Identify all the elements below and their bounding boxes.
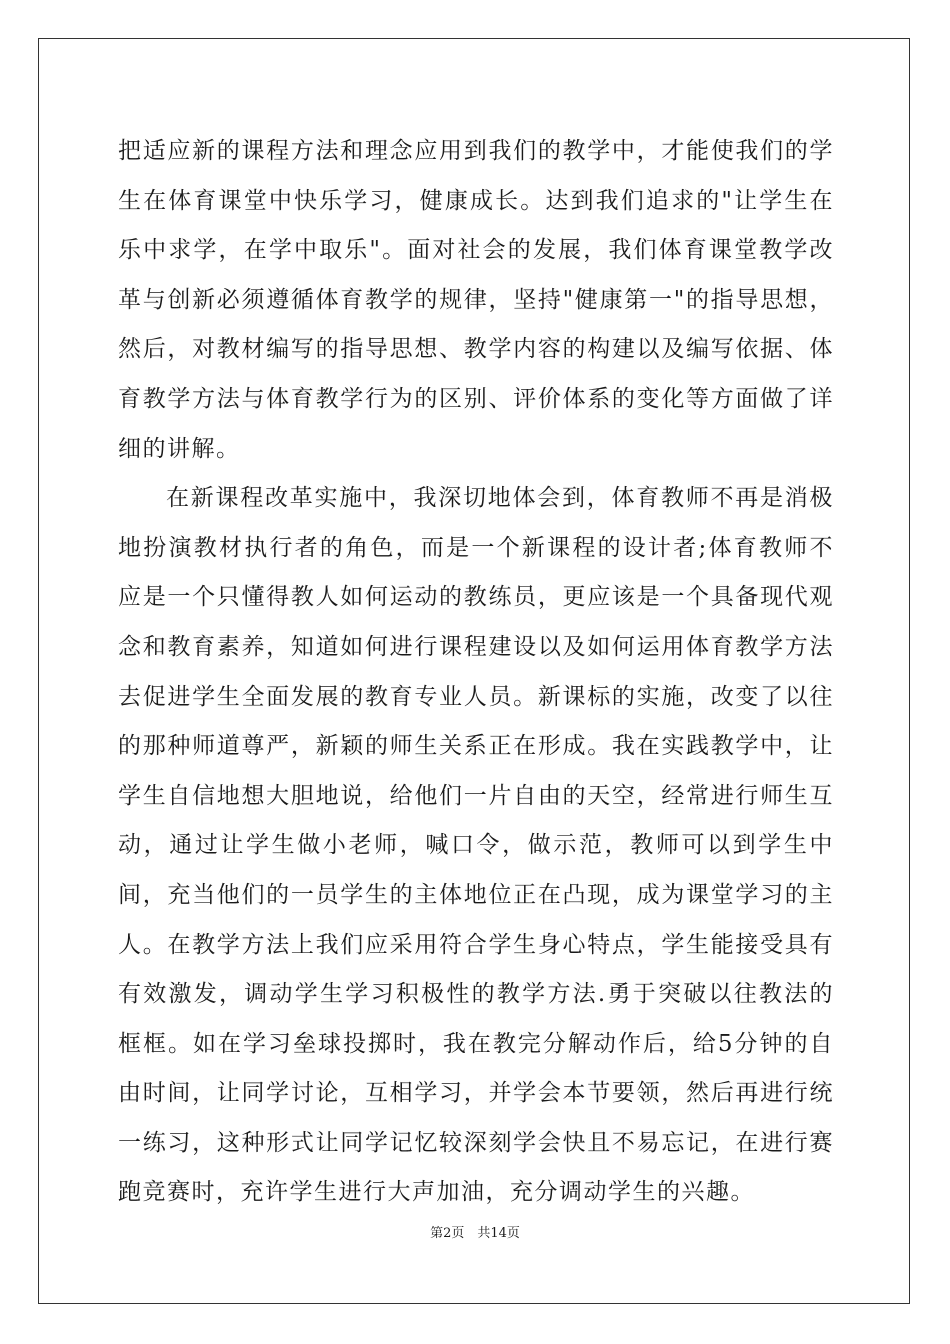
paragraph-2: 在新课程改革实施中，我深切地体会到，体育教师不再是消极地扮演教材执行者的角色，而是一个新课程的设计者;体育教师不应是一个只懂得教人如何运动的教练员，更应该是一个具备现代观念和教育素养，知道如何进行课程建设以及如何运用体育教学方法去促进学生全面发展的教育专业人员。新课标的实施，改变了以往的那种师道尊严，新颖的师生关系正在形成。我在实践教学中，让学生自信地想大胆地说，给他们一片自由的天空，经常进行师生互动，通过让学生做小老师，喊口令，做示范，教师可以到学生中间，充当他们的一员学生的主体地位正在凸现，成为课堂学习的主人。在教学方法上我们应采用符合学生身心特点，学生能接受具有有效激发，调动学生学习积极性的教学方法.勇于突破以往教法的框框。如在学习垒球投掷时，我在教完分解动作后，给5分钟的自由时间，让同学讨论，互相学习，并学会本节要领，然后再进行统一练习，这种形式让同学记忆较深刻学会快且不易忘记，在进行赛跑竞赛时，充许学生进行大声加油，充分调动学生的兴趣。 [118, 485, 834, 1206]
page-number-footer: 第2页 共14页 [430, 1226, 520, 1241]
document-body [118, 127, 834, 1218]
paragraph-1: 把适应新的课程方法和理念应用到我们的教学中，才能使我们的学生在体育课堂中快乐学习，健康成长。达到我们追求的"让学生在乐中求学，在学中取乐"。面对社会的发展，我们体育课堂教学改革与创新必须遵循体育教学的规律，坚持"健康第一"的指导思想，然后，对教材编写的指导思想、教学内容的构建以及编写依据、体育教学方法与体育教学行为的区别、评价体系的变化等方面做了详细的讲解。 [118, 138, 834, 462]
